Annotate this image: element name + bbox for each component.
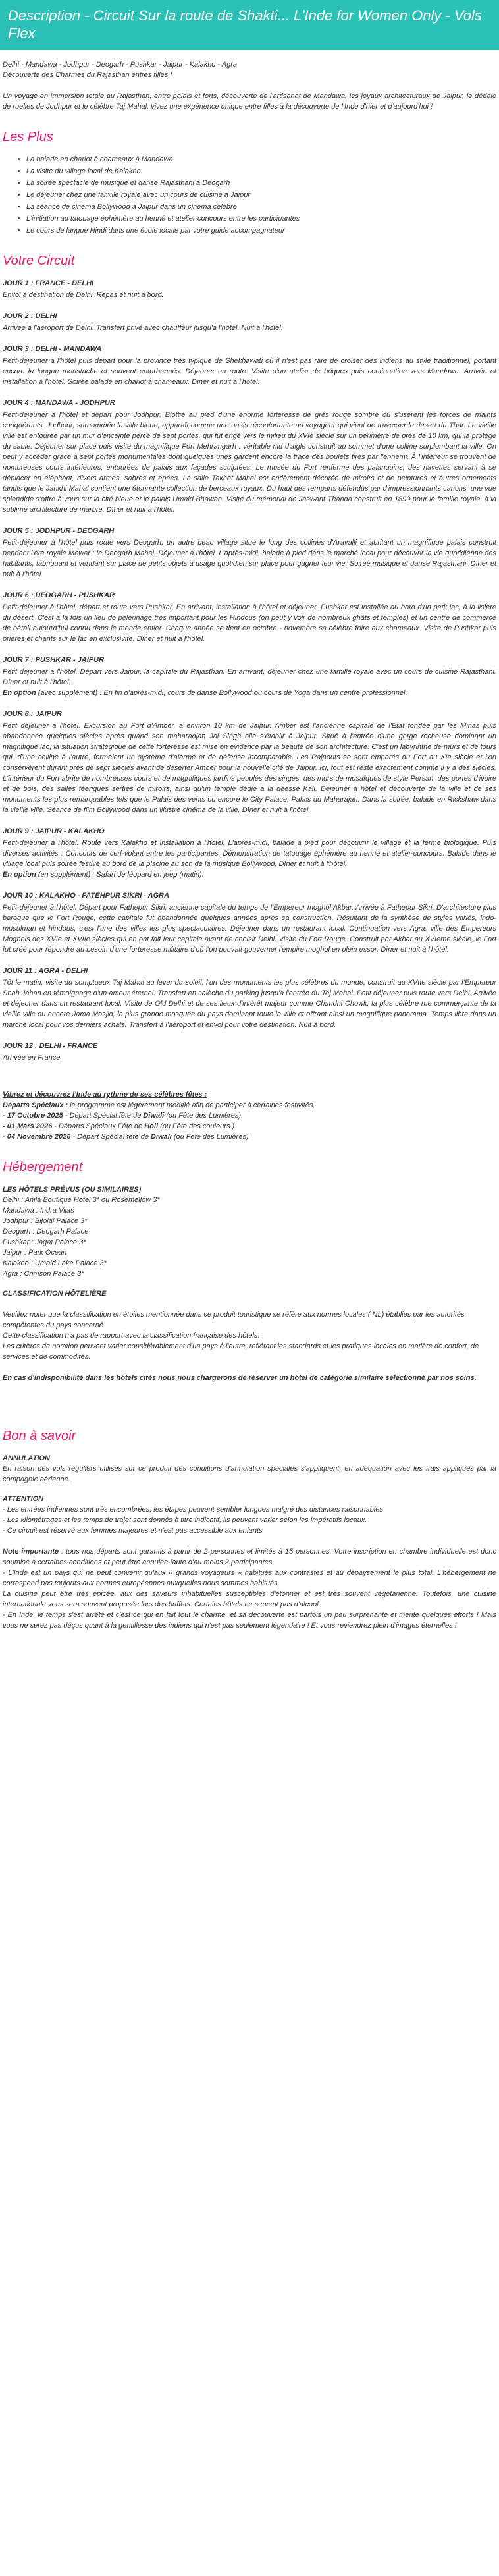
annulation-text: En raison des vols réguliers utilisés sur ce produit des conditions d'annulation spéciales s'appliquent, en adéquation avec les frais appliqués par la compagnie aérienne.: [3, 1465, 496, 1483]
classification-title: CLASSIFICATION HÔTELIÈRE: [3, 1290, 107, 1298]
day-title: JOUR 12 : DELHI - FRANCE: [3, 1042, 98, 1050]
option-label: En option: [3, 871, 36, 879]
classification-line: Cette classification n'a pas de rapport avec la classification française des hôtels.: [3, 1332, 260, 1340]
day-text: Petit déjeuner à l'hôtel. Excursion au Fort d'Amber, à environ 10 km de Jaipur. Amber est l'ancienne capitale de l'Etat fondée par les Minas puis abandonnée quelques siècles après quand son maharadjah Jai Singh alla s'établir à Jaipur. Situé à l'entrée d'une gorge rocheuse dominant un magnifique lac, la situation stratégique de cette forteresse est mise en évidence par la beauté de son architecture. C'est un labyrinthe de murs et de tours qui, d'une colline à l'autre, formaient un système d'alarme et de défense incomparable. Les Rajpouts se sont emparés du Fort au XIe siècle et l'on conservèrent durant près de sept siècles avant de déserter Amber pour la nouvelle cité de Jaipur. Ici, tout est resté exactement comme il y a des siècles. L'intérieur du Fort abrite de nombreuses cours et de magnifiques jardins peuplés des singes, des murs de mosaïques de style Persan, des portes d'ivoire et de bois, des salles féeriques serties de miroirs, ainsi qu'un temple dédié à la déesse Kali. Déjeuner à hôtel et découverte de la ville et de ses monuments les plus remarquables tels que le Palais des vents ou encore le City Palace, Palais du Maharajah. Dans la soirée, balade en Rickshaw dans la vieille ville. Séance de film Bollywood dans un illustre cinéma de la ville. Dîner et nuit à l'hôtel.: [3, 722, 496, 814]
attention-title: ATTENTION: [3, 1495, 44, 1503]
option-text: (en supplément) : Safari de léopard en jeep (matin).: [36, 871, 204, 879]
festive-special: [3, 1100, 496, 1110]
classification-line: Les critères de notation peuvent varier considérablement d'un pays à l'autre, reflétant les standards et les pratiques locales en matière de confort, de services et de commodités.: [3, 1342, 479, 1361]
day-text: Tôt le matin, visite du somptueux Taj Mahal au lever du soleil, l'un des monuments les plus célèbres du monde, construit au XVIIe siècle par l'Empereur Shah Jahan en témoignage d'un amour éternel. Transfert en calèche du parking jusqu'à l'entrée du Taj Mahal. Petit déjeuner puis route vers Delhi. Arrivée et déjeuner dans un restaurant local. Visite de Old Delhi et de ses lieux d'intérêt majeur comme Chandni Chowk, la plus célèbre rue commerçante de la vieille ville ou encore Jama Masjid, la plus grande mosquée du pays dominant toute la ville et offrant ainsi un magnifique panorama. Temps libre dans un marché local pour vos derniers achats. Transfert à l'aéroport et envol pour votre destination. Nuit à bord.: [3, 979, 496, 1029]
intro-tagline: Découverte des Charmes du Rajasthan entres filles !: [3, 71, 172, 79]
day-text: Arrivée en France.: [3, 1054, 63, 1062]
day-option: [3, 869, 496, 880]
hotel-line: Delhi : Anila Boutique Hotel 3* ou Rosemellow 3*: [3, 1196, 160, 1204]
section-title-plus: Les Plus: [3, 130, 53, 144]
list-item: • L'initiation au tatouage éphémère au henné et atelier-concours entre les participantes: [26, 213, 496, 224]
day-text: Envol à destination de Delhi. Repas et nuit à bord.: [3, 291, 164, 299]
day-text: Petit-déjeuner à l'hôtel puis route vers Deogarh, un autre beau village situé le long des collines d'Aravalli et abritant un magnifique palais construit pendant l'ère royale Mewar : le Deogarh Mahal. Déjeuner à l'hôtel. L'après-midi, balade à pied dans le marché local pour découvrir la vie quotidienne des habitants, fabriquant et vendant sur place de petits objets à usage quotidien sur place pour gagner leur vie. Soirée musique et danse Rajasthani. Dîner et nuit à l'hôtel: [3, 539, 496, 578]
festive-special-label: Départs Spéciaux :: [3, 1101, 68, 1109]
date-label: - 17 Octobre 2025: [3, 1112, 63, 1120]
page-title: Description - Circuit Sur la route de Shakti... L'Inde for Women Only - Vols Flex: [8, 7, 482, 41]
info-line: - En Inde, le temps s'est arrêté et c'est ce qui en fait tout le charme, et sa découverte est parfois un peu surprenante et mérite quelques efforts ! Mais vous ne serez pas déçus quant à la gentillesse des indiens qui n'est pas seulement légendaire ! Et vous reviendrez plein d'images éternelles !: [3, 1611, 496, 1630]
festival-name: Diwali: [143, 1112, 165, 1120]
date-text: - Départ Spécial fête de: [70, 1133, 151, 1141]
festival-name: Holi: [144, 1122, 159, 1130]
attention-line: - Les entrées indiennes sont très encombrées, les étapes peuvent sembler longues malgré des distances raisonnables: [3, 1506, 383, 1514]
intro: [3, 59, 496, 112]
classification-block: [3, 1288, 496, 1383]
hotel-line: Deogarh : Deogarh Palace: [3, 1228, 89, 1236]
day-block: [3, 826, 496, 880]
day-text: Petit-déjeuner à l'hôtel, départ et route vers Pushkar. En arrivant, installation à l'hôtel et déjeuner. Pushkar est installée au bord d'un petit lac, à la lisière du désert. C'est à la fois un lieu de pèlerinage très important pour les Hindous (on peut y voir de nombreux ghâts et temples) et un centre de commerce de bétail aujourd'hui connu dans le monde entier. Chaque année se tient en octobre - novembre sa célèbre foire aux chameaux. Visite de Pushkar puis prières et chants sur le lac en exclusivité. Dîner et nuit à l'hôtel.: [3, 603, 496, 643]
list-item: • Le déjeuner chez une famille royale avec un cours de cuisine à Jaipur: [26, 190, 496, 200]
info-line: - L'Inde est un pays qui ne peut convenir qu'aux « grands voyageurs » habitués aux contrastes et au dépaysement le plus total. L'hébergement ne correspond pas toujours aux normes européennes auxquelles nous sommes habitués.: [3, 1569, 496, 1587]
day-title: JOUR 9 : JAIPUR - KALAKHO: [3, 827, 105, 835]
day-title: JOUR 10 : KALAKHO - FATEHPUR SIKRI - AGRA: [3, 892, 170, 900]
day-title: JOUR 2 : DELHI: [3, 312, 57, 320]
option-text: (avec supplément) : En fin d'après-midi, cours de danse Bollywood ou cours de Yoga dans un centre professionnel.: [36, 689, 407, 697]
day-block: [3, 891, 496, 955]
attention-block: [3, 1494, 496, 1631]
festival-name: Diwali: [151, 1133, 172, 1141]
hotels-title: LES HÔTELS PRÉVUS (OU SIMILAIRES): [3, 1186, 142, 1193]
day-text: Petit-déjeuner à l'hôtel. Départ pour Fathepur Sikri, ancienne capitale du temps de l'Empereur moghol Akbar. Arrivée à Fathepur Sikri. D'architecture plus baroque que le Fort Rouge, cette capitale fut abandonnée quelques années après sa construction. Résultant de la synthèse de styles variés, indo-musulman et hindous, c'est l'une des villes les plus spectaculaires. Déjeuner dans un restaurant local. Continuation vers Agra, ville des Empereurs Moghols des XVIe et XVIIe siècles qui en ont fait leur capitale avant de choisir Delhi. Visite du Fort Rouge. Construit par Akbar au XVIeme siècle, le Fort fut créé pour répondre au besoin d'une forteresse militaire d'où l'on pouvait gouverner l'empire moghol en plein essor. Dîner et nuit à l'hôtel.: [3, 904, 496, 954]
day-block: [3, 526, 496, 580]
date-text: (ou Fête des Lumières): [164, 1112, 241, 1120]
availability-warning: En cas d'indisponibilité dans les hôtels cités nous nous chargerons de réserver un hôtel de catégorie similaire sélectionné par nos soins.: [3, 1374, 477, 1382]
day-block: [3, 278, 496, 300]
day-title: JOUR 8 : JAIPUR: [3, 710, 62, 718]
day-text: Arrivée à l'aéroport de Delhi. Transfert privé avec chauffeur jusqu'à l'hôtel. Nuit à l'hôtel.: [3, 324, 283, 332]
day-block: [3, 590, 496, 644]
day-block: [3, 1041, 496, 1063]
intro-paragraph: Un voyage en immersion totale au Rajasthan, entre palais et forts, découverte de l'artisanat de Mandawa, les joyaux architecturaux de Jaipur, le dédale de ruelles de Jodhpur et le célèbre Taj Mahal, vivez une expérience unique entre filles à la découverte de l'Inde d'hier et d'aujourd'hui !: [3, 92, 496, 111]
note-text: : tous nos départs sont garantis à partir de 2 personnes et limités à 15 personnes. Votre inscription en chambre individuelle est donc soumise à certaines conditions et peut être annulée faute d'au moins 2 participantes.: [3, 1548, 496, 1566]
list-item: • La soirée spectacle de musique et danse Rajasthani à Deogarh: [26, 178, 496, 188]
hotel-line: Agra : Crimson Palace 3*: [3, 1270, 84, 1278]
festive-date: [3, 1110, 496, 1121]
festive-date: [3, 1132, 496, 1142]
attention-line: - Les kilométrages et les temps de trajet sont donnés à titre indicatif, ils peuvent varier selon les impératifs locaux.: [3, 1516, 367, 1524]
festive-block: [3, 1089, 496, 1142]
festive-special-text: le programme est légèrement modifié afin de participer à certaines festivités.: [68, 1101, 315, 1109]
day-title: JOUR 5 : JODHPUR - DEOGARH: [3, 527, 115, 535]
list-item: • Le cours de langue Hindi dans une école locale par votre guide accompagnateur: [26, 225, 496, 236]
date-text: - Départ Spécial fête de: [63, 1112, 144, 1120]
list-item: • La séance de cinéma Bollywood à Jaipur dans un cinéma célèbre: [26, 202, 496, 212]
festive-date: [3, 1121, 496, 1132]
list-item: • La visite du village local de Kalakho: [26, 166, 496, 177]
hotel-line: Jaipur : Park Ocean: [3, 1249, 67, 1257]
day-block: [3, 709, 496, 815]
note: [3, 1547, 496, 1568]
hotel-line: Pushkar : Jagat Palace 3*: [3, 1238, 86, 1246]
day-title: JOUR 6 : DEOGARH - PUSHKAR: [3, 591, 115, 599]
hotel-line: Jodhpur : Bijolai Palace 3*: [3, 1217, 88, 1225]
day-title: JOUR 11 : AGRA - DELHI: [3, 967, 88, 975]
day-title: JOUR 1 : FRANCE - DELHI: [3, 279, 94, 287]
hotel-line: Mandawa : Indra Vilas: [3, 1207, 74, 1215]
date-text: (ou Fête des couleurs ): [158, 1122, 235, 1130]
hotel-line: Kalakho : Umaid Lake Palace 3*: [3, 1259, 107, 1267]
date-text: - Départs Spéciaux Fête de: [52, 1122, 145, 1130]
classification-line: Veuillez noter que la classification en étoiles mentionnée dans ce produit touristique se réfère aux normes locales ( NL) établies par les autorités compétentes du pays concerné.: [3, 1311, 465, 1329]
note-label: Note importante: [3, 1548, 59, 1556]
day-text: Petit déjeuner à l'hôtel. Départ vers Jaipur, la capitale du Rajasthan. En arrivant, déjeuner chez une famille royale avec un cours de cuisine Rajasthani. Dîner et nuit à l'hôtel.: [3, 668, 496, 686]
day-block: [3, 966, 496, 1030]
info-line: La cuisine peut être très épicée, aux des saveurs inhabituelles susceptibles d'étonner et est très souvent végétarienne. Toutefois, une cuisine internationale vous sera souvent proposée lors des buffets. Certains hôtels ne servent pas d'alcool.: [3, 1590, 496, 1608]
day-text: Petit-déjeuner à l'hôtel puis départ pour la province très typique de Shekhawati où il n'est pas rare de croiser des indiens au style traditionnel, portant encore la longue moustache et souvent enturbannés. Déjeuner en route. Visite d'un atelier de briques puis continuation vers Mandawa. Arrivée et installation à l'hôtel. Soirée balade en chariot à chameaux. Dîner et nuit à l'hôtel.: [3, 357, 496, 386]
day-title: JOUR 4 : MANDAWA - JODHPUR: [3, 399, 115, 407]
annulation-title: ANNULATION: [3, 1454, 50, 1462]
hotels-block: [3, 1184, 496, 1279]
festive-title: Vibrez et découvrez l'Inde au rythme de ses célèbres fêtes :: [3, 1091, 207, 1099]
day-text: Petit-déjeuner à l'hôtel et départ pour Jodhpur. Blottie au pied d'une énorme forteresse de grès rouge sombre où s'usèrent les forces de maints conquérants, Jodhpur, surnommée la ville bleue, apparaît comme une oasis réconfortante au voyageur qui vient de traverser le désert du Thar. La vieille ville est entourée par un mur d'enceinte percé de sept portes, qui fut érigé vers le milieu du XVIe siècle sur un périmètre de près de 10 km, qui la protège du sable. Déjeuner sur place puis visite du magnifique Fort Mehrangarh : véritable nid d'aigle construit au sommet d'une colline surplombant la ville. On peut y accéder grâce à sept portes monumentales dont quelques unes gardent encore la trace des boulets tirés par l'ennemi. À l'intérieur se trouvent de nombreuses cours intérieures, entourées de palais aux façades sculptées. Le musée du Fort renferme des palanquins, des navettes servant à se déplacer en éléphant, divers armes, sabres et épées. La salle Takhat Mahal est entièrement décorée de miroirs et de peintures et autres ornements tandis que le Jankhi Mahal contient une étonnante collection de berceaux royaux. Du haut des remparts défendus par d'impressionnants canons, une vue splendide s'offre à vous sur la cité bleue et le palais Umaid Bhawan. Visite du mémorial de Jaswant Thanda construit en 1899 pour la famille royale, à la sublime architecture de marbre. Dîner et nuit à l'hôtel.: [3, 411, 496, 514]
section-title-circuit: Votre Circuit: [3, 254, 75, 268]
day-block: [3, 344, 496, 387]
date-label: - 04 Novembre 2026: [3, 1133, 71, 1141]
date-label: - 01 Mars 2026: [3, 1122, 53, 1130]
day-option: [3, 688, 496, 698]
section-title-hebergement: Hébergement: [3, 1160, 83, 1174]
content: [0, 59, 499, 1631]
annulation-block: [3, 1453, 496, 1485]
list-item: • La balade en chariot à chameaux à Mandawa: [26, 154, 496, 165]
date-text: (ou Fête des Lumières): [171, 1133, 249, 1141]
section-title-bon: Bon à savoir: [3, 1429, 76, 1443]
day-block: [3, 655, 496, 698]
title-banner: [0, 0, 499, 50]
attention-line: - Ce circuit est réservé aux femmes majeures et n'est pas accessible aux enfants: [3, 1527, 263, 1535]
day-title: JOUR 3 : DELHI - MANDAWA: [3, 345, 102, 353]
plus-list: [3, 154, 496, 236]
option-label: En option: [3, 689, 36, 697]
day-title: JOUR 7 : PUSHKAR - JAIPUR: [3, 656, 105, 664]
day-block: [3, 398, 496, 515]
day-text: Petit-déjeuner à l'hôtel. Route vers Kalakho et installation à l'hôtel. L'après-midi, balade à pied pour découvrir le village et la ferme biologique. Puis diverses activités : Concours de cerf-volant entre les participantes. Démonstration de tatouage éphémère au henné et atelier-concours. Balade dans le village local puis soirée festive au bord de la piscine au son de la musique Bollywood. Dîner et nuit à l'hôtel.: [3, 839, 496, 868]
day-block: [3, 311, 496, 333]
intro-route: Delhi - Mandawa - Jodhpur - Deogarh - Pushkar - Jaipur - Kalakho - Agra: [3, 61, 238, 69]
